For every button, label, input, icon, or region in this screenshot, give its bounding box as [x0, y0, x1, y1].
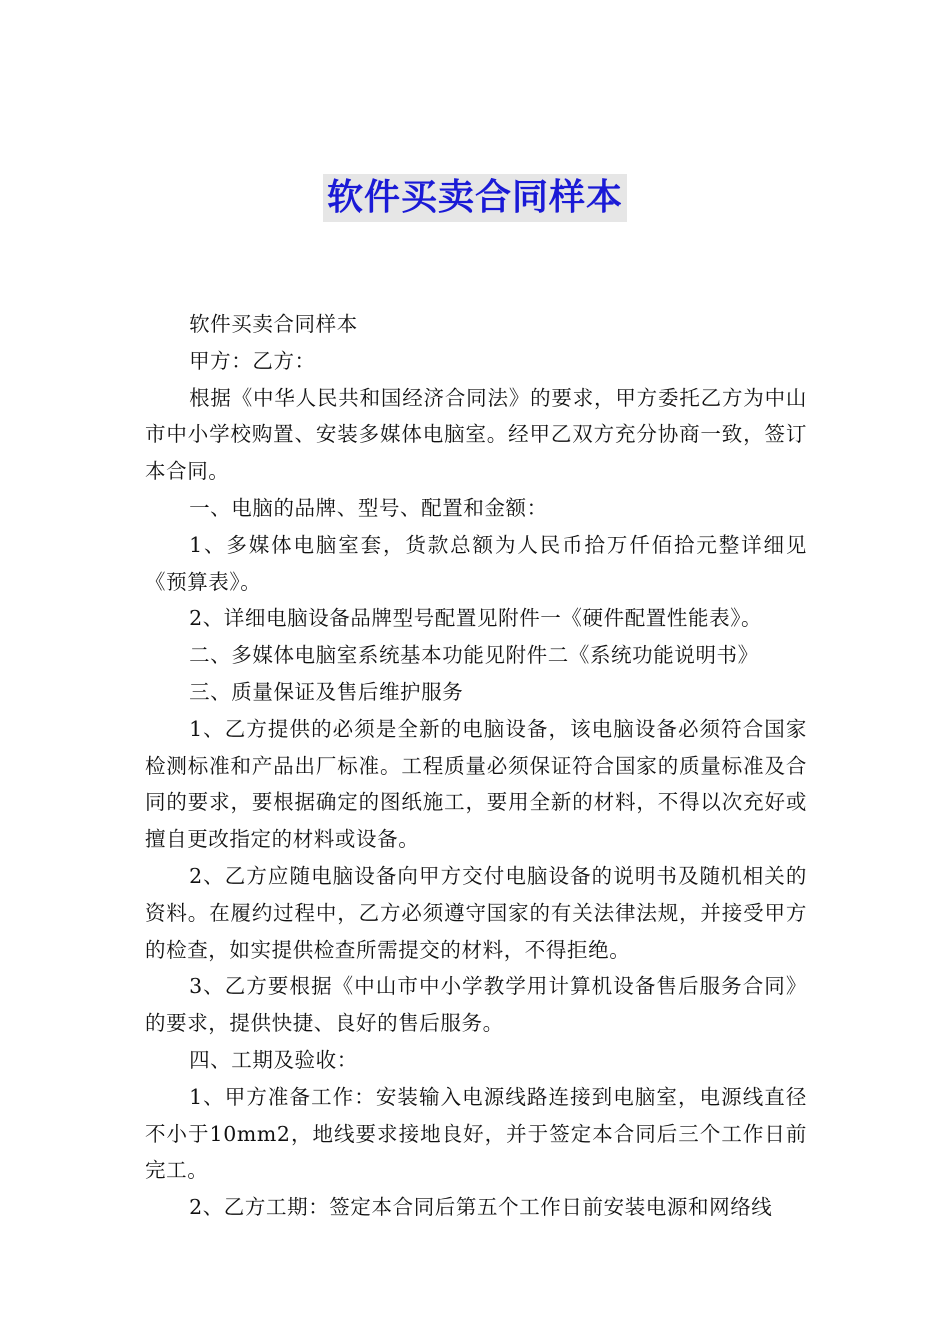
paragraph: 1、乙方提供的必须是全新的电脑设备，该电脑设备必须符合国家检测标准和产品出厂标准。工程质量必须保证符合国家的质量标准及合同的要求，要根据确定的图纸施工，要用全新的材料，不得以次充好或擅自更改指定的材料或设备。 [145, 716, 807, 852]
paragraph: 2、乙方工期：签定本合同后第五个工作日前安装电源和网络线 [189, 1195, 773, 1220]
document-body [145, 306, 807, 1226]
paragraph: 软件买卖合同样本 [189, 312, 358, 336]
paragraph: 1、多媒体电脑室套，货款总额为人民币拾万仟佰拾元整详细见《预算表》。 [145, 532, 807, 594]
paragraph: 甲方：乙方： [189, 348, 316, 373]
paragraph: 2、乙方应随电脑设备向甲方交付电脑设备的说明书及随机相关的资料。在履约过程中，乙方必须遵守国家的有关法律法规，并接受甲方的检查，如实提供检查所需提交的材料，不得拒绝。 [145, 863, 807, 962]
paragraph: 三、质量保证及售后维护服务 [189, 679, 464, 704]
title-container [0, 174, 950, 222]
paragraph: 四、工期及验收： [189, 1047, 358, 1072]
paragraph: 1、甲方准备工作：安装输入电源线路连接到电脑室，电源线直径不小于10mm2，地线要求接地良好，并于签定本合同后三个工作日前完工。 [145, 1084, 807, 1183]
paragraph: 3、乙方要根据《中山市中小学教学用计算机设备售后服务合同》的要求，提供快捷、良好的售后服务。 [145, 974, 807, 1036]
paragraph: 2、详细电脑设备品牌型号配置见附件一《硬件配置性能表》。 [189, 606, 763, 631]
paragraph: 根据《中华人民共和国经济合同法》的要求，甲方委托乙方为中山市中小学校购置、安装多媒体电脑室。经甲乙双方充分协商一致，签订本合同。 [145, 385, 807, 484]
paragraph: 一、电脑的品牌、型号、配置和金额： [189, 495, 548, 520]
paragraph: 二、多媒体电脑室系统基本功能见附件二《系统功能说明书》 [189, 643, 759, 668]
document-title: 软件买卖合同样本 [323, 174, 627, 222]
